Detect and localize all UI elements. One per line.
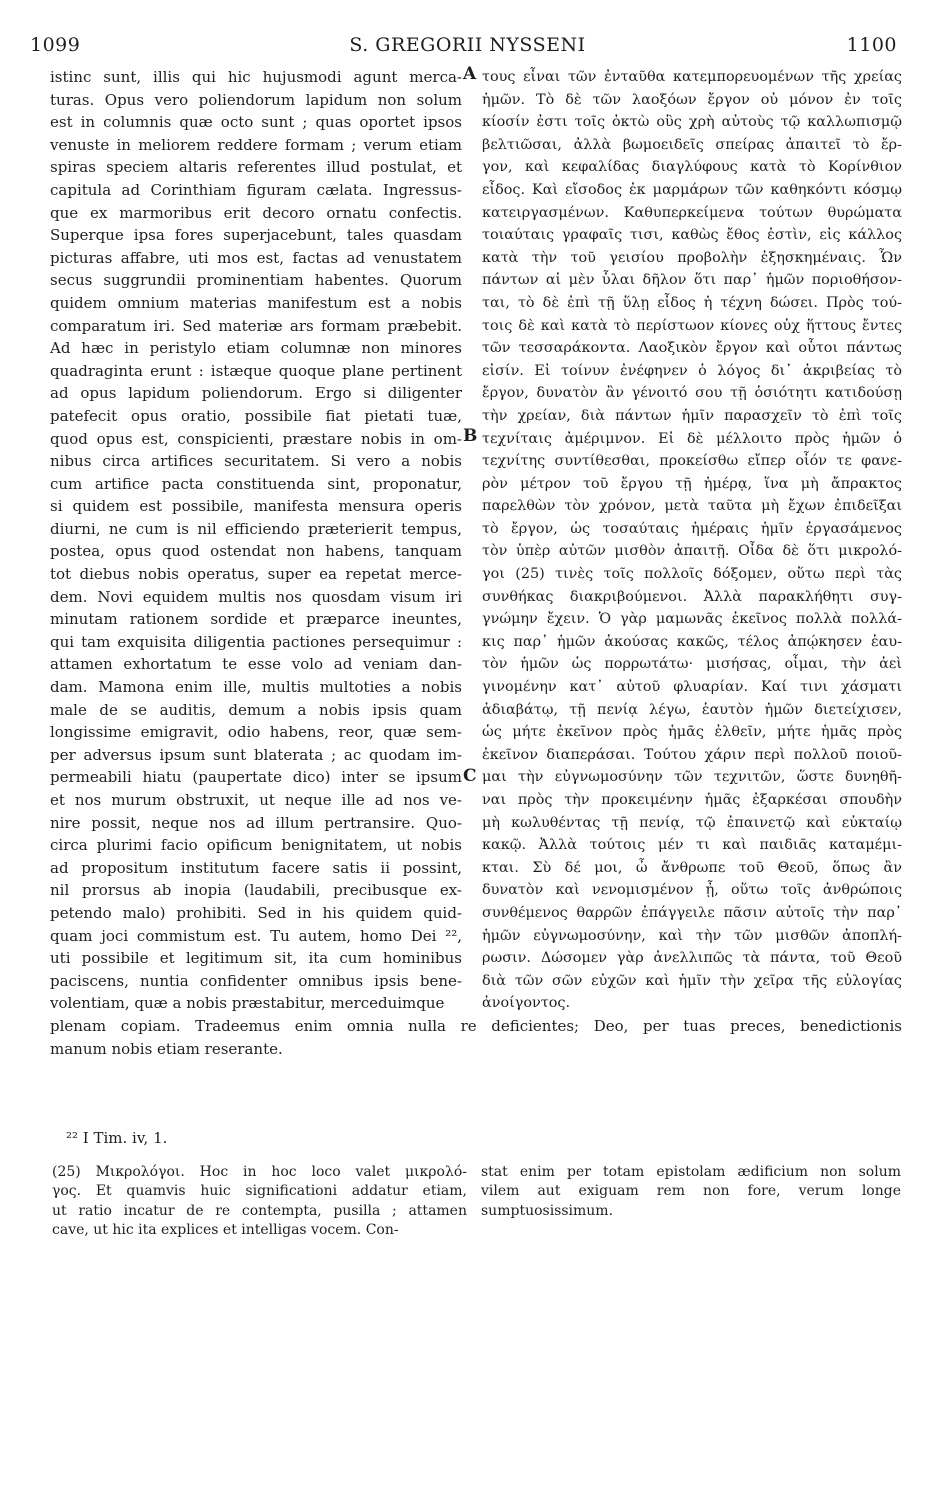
text-line: paciscens, nuntia confidenter omnibus ipsis bene- [50,971,462,990]
text-line: κται. Σὺ δέ μοι, ὦ ἄνθρωπε τοῦ Θεοῦ, ὅπως ἂν [482,859,902,876]
text-line: (25) Μικρολόγοι. Hoc in hoc loco valet μικρολό- [52,1164,467,1180]
text-line: cum artifice pacta constituenda sint, proponatur, [50,474,462,493]
text-line: qui tam exquisita diligentia pactiones persequimur : [50,632,462,651]
text-line: γνώμην ἔχειν. Ὁ γὰρ μαμωνᾶς ἐκεῖνος πολλὰ πολλά- [482,611,902,628]
text-line: γον, καὶ κεφαλίδας διαγλύφους κατὰ τὸ Κορίνθιον [482,159,902,176]
text-line: quidem omnium materias manifestum est a nobis [50,293,462,312]
text-line: volentiam, quæ a nobis præstabitur, merceduimque [50,994,445,1013]
text-line: longissime emigravit, odio habens, reor, quæ sem- [50,723,462,742]
text-line: patefecit opus oratio, possibile fiat pietati tuæ, [50,406,462,425]
text-line: κίοσίν ἐστι τοῖς ὀκτὼ οὓς χρὴ αὐτοὺς τῷ καλλωπισμῷ [482,114,902,131]
text-line: si quidem est possibile, manifesta mensura operis [50,497,462,516]
text-line: κατειργασμένων. Καθυπερκείμενα τούτων θυρώματα [482,204,902,221]
text-line: εἰσίν. Εἰ τοίνυν ἐνέφηνεν ὁ λόγος δι᾽ ἀκριβείας τὸ [482,362,902,379]
text-line: μὴ κωλυθέντας τῇ πενίᾳ, τῷ ἐπαινετῷ καὶ εὐκταίῳ [482,814,902,831]
left-page-number: 1099 [30,34,81,56]
text-line: κις παρ᾽ ἡμῶν ἀκούσας κακῶς, τέλος ἀπῴκησεν ἑαυ- [482,633,902,650]
editor-note-left-column [52,1163,467,1240]
text-line: postea, opus quod ostendat non habens, tanquam [50,542,462,561]
text-line: cave, ut hic ita explices et intelligas vocem. Con- [52,1221,399,1238]
text-line: παρελθὼν τὸν χρόνον, μετὰ ταῦτα μὴ ἔχων ἐπιδεῖξαι [482,498,902,515]
text-line: γος. Et quamvis huic significationi addatur etiam, [52,1183,467,1200]
text-line: que ex marmoribus erit decoro ornatu confectis. [50,203,462,222]
text-line: sumptuosissimum. [481,1202,614,1219]
text-line: spiras speciem altaris referentes illud postulat, et [50,158,462,177]
text-line: τεχνίτης συντίθεσθαι, προκείσθω εἴπερ οἷόν τε φανε- [482,453,902,470]
text-line: uti possibile et legitimum sit, ita cum hominibus [50,949,462,968]
text-line: ναι πρὸς τὴν προκειμένην ἡμᾶς ἐξαρκέσαι σπουδὴν [482,792,902,808]
text-line: τους εἶναι τῶν ἐνταῦθα κατεμπορευομένων τῆς χρείας [482,69,902,85]
text-line: ἀνοίγοντος. [482,995,571,1012]
editor-note-right-column [481,1163,901,1221]
text-line: δυνατὸν καὶ νενομισμένον ᾖ, οὕτω τοῖς ἀνθρώποις [482,882,902,899]
text-line: τεχνίταις ἀμέριμνον. Εἰ δὲ μέλλοιτο πρὸς ἡμῶν ὁ [482,430,902,447]
text-line: venuste in meliorem reddere formam ; verum etiam [50,135,462,154]
text-line: nil prorsus ab inopia (laudabili, precibusque ex- [50,881,462,900]
text-line: εἶδος. Καὶ εἴσοδος ἐκ μαρμάρων τῶν καθηκόντι κόσμῳ [482,181,902,198]
running-title: S. GREGORII NYSSENI [349,34,586,56]
text-line: τὸ ἔργον, ὡς τοσαύταις ἡμέραις ἡμῖν ἐργασάμενος [482,520,902,537]
text-line: τῶν τεσσαράκοντα. Λαοξικὸν ἔργον καὶ οὗτοι πάντως [482,340,902,357]
text-line: per adversus ipsum sunt blaterata ; ac quodam im- [50,745,462,764]
text-line: βελτιῶσαι, ἀλλὰ βωμοειδεῖς σπείρας ἀπαιτεῖ τὸ ἔρ- [482,136,902,153]
text-line: nibus circa artifices securitatem. Si vero a nobis [50,452,462,471]
text-line: ἔργον, δυνατὸν ἂν γένοιτό σου τῇ ὁσιότητι κατιδούσῃ [482,385,902,402]
text-line: ρὸν μέτρον τοῦ ἔργου τῇ ἡμέρᾳ, ἵνα μὴ ἄπρακτος [482,475,902,492]
text-line: istinc sunt, illis qui hic hujusmodi agunt merca- [50,68,462,86]
text-line: male de se auditis, demum a nobis ipsis quam [50,700,462,719]
text-line: plenam copiam. Tradeemus enim omnia nulla re deficientes; Deo, per tuas preces, benedictionis [50,1017,902,1035]
margin-marker-b: B [463,426,478,446]
text-line: κακῷ. Ἀλλὰ τούτοις μέν τι καὶ παιδιᾶς καταμέμι- [482,837,902,854]
text-line: stat enim per totam epistolam ædificium non solum [481,1164,901,1180]
text-line: τὴν χρείαν, διὰ πάντων ἡμῖν παρασχεῖν τὸ ἐπὶ τοῖς [482,407,902,424]
text-line: γοι (25) τινὲς τοῖς πολλοῖς δόξομεν, οὕτω περὶ τὰς [482,566,902,583]
latin-column [50,66,462,1015]
greek-column [482,66,902,1015]
text-line: attamen exhortatum te esse volo ad veniam dan- [50,655,462,674]
text-line: diurni, ne cum is nil efficiendo præterierit tempus, [50,519,462,538]
text-line: ἡμῶν. Τὸ δὲ τῶν λαοξόων ἔργον οὐ μόνον ἐν τοῖς [482,91,902,108]
text-line: vilem aut exiguam rem non fore, verum longe [481,1183,901,1200]
text-line: permeabili hiatu (paupertate dico) inter se ipsum [50,768,462,787]
text-line: capitula ad Corinthiam figuram cælata. Ingressus- [50,180,462,199]
text-line: συνθήκας διακριβούμενοι. Ἀλλὰ παρακλήθητι συγ- [482,588,902,605]
text-line: quadraginta erunt : istæque quoque plane pertinent [50,361,462,380]
text-line: ται, τὸ δὲ ἐπὶ τῇ ὕλῃ εἶδος ἡ τέχνη δώσει. Πρὸς τού- [482,294,902,311]
text-line: dem. Novi equidem multis nos quosdam visum iri [50,587,462,606]
text-line: ἐκεῖνον διαπεράσαι. Τούτου χάριν περὶ πολλοῦ ποιοῦ- [482,746,902,763]
margin-marker-c: C [463,766,477,786]
text-line: Superque ipsa fores superjacebunt, tales quasdam [50,226,462,245]
text-line: ἡμῶν εὐγνωμοσύνην, καὶ τὴν τῶν μισθῶν ἀποπλή- [482,927,902,944]
text-line: Ad hæc in peristylo etiam columnæ non minores [50,339,462,358]
text-line: secus suggrundii prominentiam habentes. Quorum [50,271,462,290]
text-line: quam joci commistum est. Tu autem, homo Dei ²², [50,926,462,945]
margin-marker-a: A [463,64,477,84]
text-line: minutam rationem sordide et præparce ineuntes, [50,610,462,629]
text-line: dam. Mamona enim ille, multis multoties a nobis [50,678,462,697]
text-line: τοις δὲ καὶ κατὰ τὸ περίστωον κίονες οὐχ ἥττους ἔντες [482,317,902,334]
text-line: γινομένην κατ᾽ αὐτοῦ φλυαρίαν. Καί τινι χάσματι [482,679,902,696]
text-line: ἀδιαβάτῳ, τῇ πενίᾳ λέγω, ἑαυτὸν ἡμῶν διετείχισεν, [482,701,902,718]
text-line: quod opus est, conspicienti, præstare nobis in om- [50,429,462,448]
text-line: tot diebus nobis operatus, super ea repetat merce- [50,565,462,584]
text-line: circa plurimi facio opificum benignitatem, ut nobis [50,836,462,855]
text-line: petendo malo) prohibiti. Sed in his quidem quid- [50,903,462,922]
footnote-reference: ²² I Tim. iv, 1. [66,1129,168,1147]
text-line: ut ratio incatur de re contempta, pusilla ; attamen [52,1202,467,1219]
text-line: τοιαύταις γραφαῖς τισι, καθὼς ἔθος ἐστὶν, εἰς κάλλος [482,227,902,244]
right-page-number: 1100 [846,34,897,56]
text-line: κατὰ τὴν τοῦ γεισίου προβολὴν ἐξησκημέναις. Ὧν [482,249,902,266]
text-line: manum nobis etiam reserante. [50,1039,283,1058]
text-line: πάντων αἱ μὲν ὗλαι δῆλον ὅτι παρ᾽ ἡμῶν ποριοθήσον- [482,272,902,289]
text-line: τὸν ἡμῶν ὡς πορρωτάτω· μισήσας, οἶμαι, τὴν ἀεὶ [482,656,902,673]
text-line: ρωσιν. Δώσομεν γὰρ ἀνελλιπῶς τὰ πάντα, τοῦ Θεοῦ [482,950,902,967]
text-line: turas. Opus vero poliendorum lapidum non solum [50,90,462,109]
text-line: nire possit, neque nos ad illum pertransire. Quo- [50,813,462,832]
text-line: ad propositum institutum facere satis ii possint, [50,858,462,877]
text-line: τὸν ὑπὲρ αὐτῶν μισθὸν ἀπαιτῇ. Οἶδα δὲ ὅτι μικρολό- [482,543,902,560]
latin-full-width-text [50,1015,902,1060]
text-line: συνθέμενος θαρρῶν ἐπάγγειλε πᾶσιν αὐτοῖς τὴν παρ᾽ [482,904,902,921]
text-line: διὰ τῶν σῶν εὐχῶν καὶ ἡμῖν τὴν χεῖρα τῆς εὐλογίας [482,972,902,989]
text-line: ὡς μήτε ἐκεῖνον πρὸς ἡμᾶς ἐλθεῖν, μήτε ἡμᾶς πρὸς [482,724,902,741]
text-line: et nos murum obstruxit, ut neque ille ad nos ve- [50,791,462,809]
text-line: est in columnis quæ octo sunt ; quas oportet ipsos [50,113,462,132]
text-line: comparatum iri. Sed materiæ ars formam præbebit. [50,316,462,335]
text-line: picturas affabre, uti mos est, factas ad venustatem [50,248,462,267]
text-line: μαι τὴν εὐγνωμοσύνην τῶν τεχνιτῶν, ὥστε δυνηθῆ- [482,769,902,786]
text-line: ad opus lapidum poliendorum. Ergo si diligenter [50,384,462,403]
